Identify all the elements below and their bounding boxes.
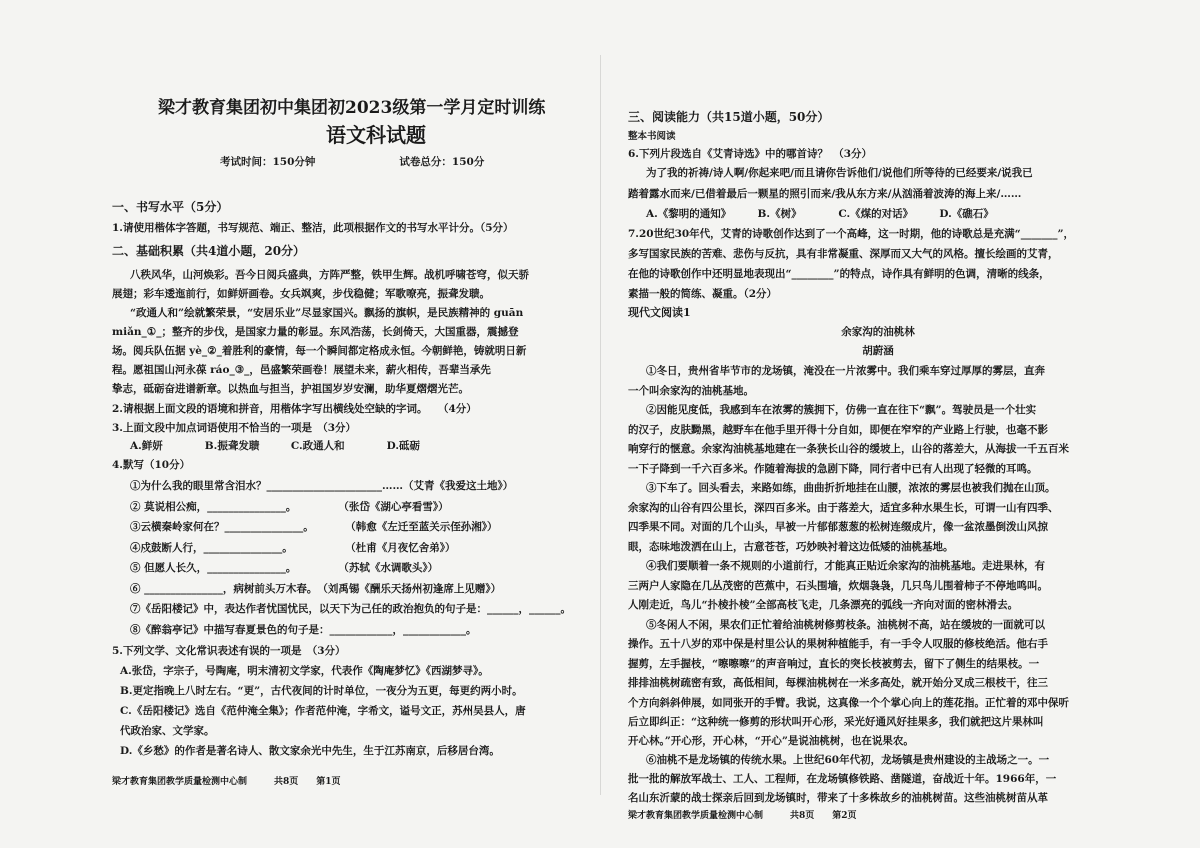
article-title: 余家沟的油桃林 [841, 326, 915, 338]
dictation-item: ⑥ _______________，病树前头万木春。 （刘禹锡《酬乐天扬州初逢席上见赠》） [130, 583, 502, 595]
section-heading: 一、书写水平（5分） [112, 200, 229, 214]
answer-options: A.《黎明的通知》 B.《树》 C.《煤的对话》 D.《礁石》 [646, 208, 994, 220]
dictation-item: ③云横秦岭家何在？_______________。 （韩愈《左迁至蓝关示侄孙湘》） [130, 521, 498, 533]
exam-info: 考试时间：150分钟 试卷总分：150分 [220, 156, 485, 168]
dictation-item: ①为什么我的眼里常含泪水？______________________……（艾青《我爱这土地》） [130, 480, 514, 492]
dictation-item: ② 莫说相公痴，_______________。 （张岱《湖心亭看雪》） [130, 501, 449, 513]
section-heading: 三、阅读能力（共15道小题，50分） [628, 110, 830, 124]
page-right [628, 60, 1128, 821]
article-line: 三两户人家隐在几丛茂密的芭蕉中，石头围墙，炊烟袅袅，几只鸟儿围着柿子不停地鸣叫。 [628, 580, 1048, 592]
question-text: 素描一般的简练、凝重。（2分） [628, 288, 778, 300]
article-line: ②因能见度低，我感到车在浓雾的簇拥下，仿佛一直在往下“飘”。驾驶员是一个壮实 [646, 404, 1037, 416]
passage-line: miǎn_①_；整齐的步伐，是国家力量的彰显。东风浩荡，长剑倚天，大国重器，震撼登 [112, 326, 519, 338]
answer-option: B.更定指晚上八时左右。“更”，古代夜间的计时单位，一夜分为五更，每更约两小时。 [120, 685, 523, 697]
article-line: 个方向斜斜伸展，如同张开的手臂。我说，这真像一个个掌心向上的莲花指。正忙着的邓中保听 [628, 697, 1069, 709]
passage-line: 为了我的祈祷/诗人啊/你起来吧/而且请你告诉他们/说他们所等待的已经要来/说我已 [646, 167, 1033, 179]
article-line: ⑤冬闲人不闲，果农们正忙着给油桃树修剪枝条。油桃树不高，站在缓坡的一面就可以 [646, 619, 1045, 631]
answer-option: C.《岳阳楼记》选自《范仲淹全集》；作者范仲淹，字希文，谥号文正，苏州吴县人，唐 [120, 705, 526, 717]
article-line: 眼，态味地泼洒在山上，古意苍苍，巧妙映衬着这边低矮的油桃基地。 [628, 541, 954, 553]
page-footer: 梁才教育集团教学质量检测中心制 共8页 第2页 [628, 811, 857, 821]
article-line: ①冬日，贵州省毕节市的龙场镇，淹没在一片浓雾中。我们乘车穿过厚厚的雾层，直奔 [646, 365, 1045, 377]
article-line: 开心林。”开心形，开心林，“开心”是说油桃树，也在说果农。 [628, 735, 914, 747]
passage-line: 程。愿祖国山河永葆 ráo_③_，邑盛繁荣画卷！展望未来，薪火相传，吾辈当承先 [112, 364, 491, 376]
passage-line: 场。阅兵队伍据 yè_②_着胜利的豪情，每一个瞬间都定格成永恒。今朝鲜艳，铸就明日新 [112, 345, 527, 357]
passage-line: 踏着露水而来/已借着最后一颗星的照引而来/我从东方来/从汹涌着波涛的海上来/…… [628, 188, 1022, 200]
question-text: 1.请使用楷体字答题，书写规范、端正、整洁，此项根据作文的书写水平计分。（5分） [112, 222, 514, 234]
article-line: ④我们要顺着一条不规则的小道前行，才能真正贴近余家沟的油桃基地。走进果林，有 [646, 560, 1045, 572]
question-text: 7.20世纪30年代，艾青的诗歌创作达到了一个高峰，这一时期，他的诗歌总是充满“_______”， [628, 228, 1075, 240]
dictation-item: ⑧《醉翁亭记》中描写春夏景色的句子是：____________，____________。 [130, 624, 477, 636]
article-line: 响穿行的惬意。余家沟油桃基地建在一条狭长山谷的缓坡上，山谷的落差大，从海拔一千五百米 [628, 443, 1069, 455]
page-left [112, 60, 612, 795]
passage-line: 展翅；彩车逶迤前行，如鲜妍画卷。女兵飒爽，步伐稳健；军歌嘹亮，振聋发聩。 [112, 288, 490, 300]
article-line: ③下车了。回头看去，来路如练，曲曲折折地挂在山腰，浓浓的雾层也被我们抛在山顶。 [646, 482, 1056, 494]
article-line: 一个叫余家沟的油桃基地。 [628, 385, 754, 397]
passage-line: “政通人和”绘就繁荣景，“安居乐业”尽显家国兴。飘扬的旗帜，是民族精神的 guān [130, 307, 524, 319]
exam-title: 梁才教育集团初中集团初2023级第一学月定时训练 [158, 98, 546, 118]
answer-option: A.张岱，字宗子，号陶庵，明末清初文学家，代表作《陶庵梦忆》《西湖梦寻》。 [120, 665, 489, 677]
page-footer: 梁才教育集团教学质量检测中心制 共8页 第1页 [112, 777, 341, 787]
question-text: 多写国家民族的苦难、悲伤与反抗，具有非常凝重、深厚而又大气的风格。擅长绘画的艾青， [628, 248, 1059, 260]
article-line: 人刚走近，鸟儿“扑棱扑棱”全部高枝飞走，几条漂亮的弧线一齐向对面的密林滑去。 [628, 599, 1019, 611]
question-text: 在他的诗歌创作中还明显地表现出“________”的特点，诗作具有鲜明的色调，清晰的线条， [628, 268, 1050, 280]
article-line: 一下子降到一千六百多米。作随着海拔的急剧下降，同行者中已有人出现了轻微的耳鸣。 [628, 463, 1038, 475]
question-text: 6.下列片段选自《艾青诗选》中的哪首诗？ （3分） [628, 148, 873, 160]
subsection-heading: 整本书阅读 [628, 131, 676, 142]
question-text: 3.上面文段中加点词语使用不恰当的一项是 （3分） [112, 422, 357, 434]
article-line: 操作。五十八岁的邓中保是村里公认的果树种植能手，有一手令人叹服的修枝绝活。他右手 [628, 638, 1048, 650]
passage-line: 挚志，砥砺奋进谱新章。以热血与担当，护祖国岁岁安澜，助华夏熠熠光芒。 [112, 383, 469, 395]
article-line: 四季果不同。对面的几个山头，早被一片郁郁葱葱的松树连缀成片，像一盆浓墨倒泼山风掠 [628, 521, 1048, 533]
subject-title: 语文科试题 [326, 123, 426, 147]
article-line: 名山东沂蒙的战士探亲后回到龙场镇时，带来了十多株故乡的油桃树苗。这些油桃树苗从革 [628, 792, 1048, 804]
article-line: 余家沟的山谷有四公里长，深四百多米。由于落差大，适宜多种水果生长，可谓一山有四季、 [628, 502, 1059, 514]
article-line: 的汉子，皮肤黝黑，越野车在他手里开得十分自如，即便在窄窄的产业路上行驶，也毫不影 [628, 424, 1048, 436]
question-text: 5.下列文学、文化常识表述有误的一项是 （3分） [112, 645, 346, 657]
article-line: 握剪，左手握枝，“嚓嚓嚓”的声音响过，直长的突长枝被剪去，留下了侧生的结果枝。一 [628, 658, 1040, 670]
dictation-item: ⑦《岳阳楼记》中，表达作者忧国忧民，以天下为己任的政治抱负的句子是：______，______。 [130, 603, 571, 615]
article-line: 批一批的解放军战士、工人、工程师，在龙场镇修铁路、凿隧道，奋战近十年。1966年，一 [628, 773, 1057, 785]
article-line: ⑥油桃不是龙场镇的传统水果。上世纪60年代初，龙场镇是贵州建设的主战场之一。一 [646, 754, 1050, 766]
article-line: 排排油桃树疏密有致，高低相间，每棵油桃树在一米多高处，就开始分叉成三根枝干，往三 [628, 677, 1048, 689]
section-heading: 二、基础积累（共4道小题，20分） [112, 244, 306, 258]
question-text: 2.请根据上面文段的语境和拼音，用楷体字写出横线处空缺的字词。 （4分） [112, 403, 477, 415]
answer-option: 代政治家、文学家。 [120, 725, 215, 737]
dictation-item: ⑤ 但愿人长久，_______________。 （苏轼《水调歌头》） [130, 562, 439, 574]
question-text: 4.默写（10分） [112, 459, 191, 471]
answer-options: A.鲜妍 B.振聋发聩 C.政通人和 D.砥砺 [130, 440, 421, 452]
subsection-heading: 现代文阅读1 [628, 306, 691, 319]
passage-line: 八秩风华，山河焕彩。吾今日阅兵盛典，方阵严整，铁甲生辉。战机呼啸苍穹，似天骄 [130, 269, 529, 281]
article-line: 后立即纠正：“这种统一修剪的形状叫开心形，采光好通风好挂果多，我们就把这片果林叫 [628, 716, 1044, 728]
article-author: 胡蔚涵 [862, 345, 894, 357]
answer-option: D.《乡愁》的作者是著名诗人、散文家余光中先生，生于江苏南京，后移居台湾。 [120, 745, 500, 757]
dictation-item: ④戍鼓断人行，_______________。 （杜甫《月夜忆舍弟》） [130, 542, 456, 554]
